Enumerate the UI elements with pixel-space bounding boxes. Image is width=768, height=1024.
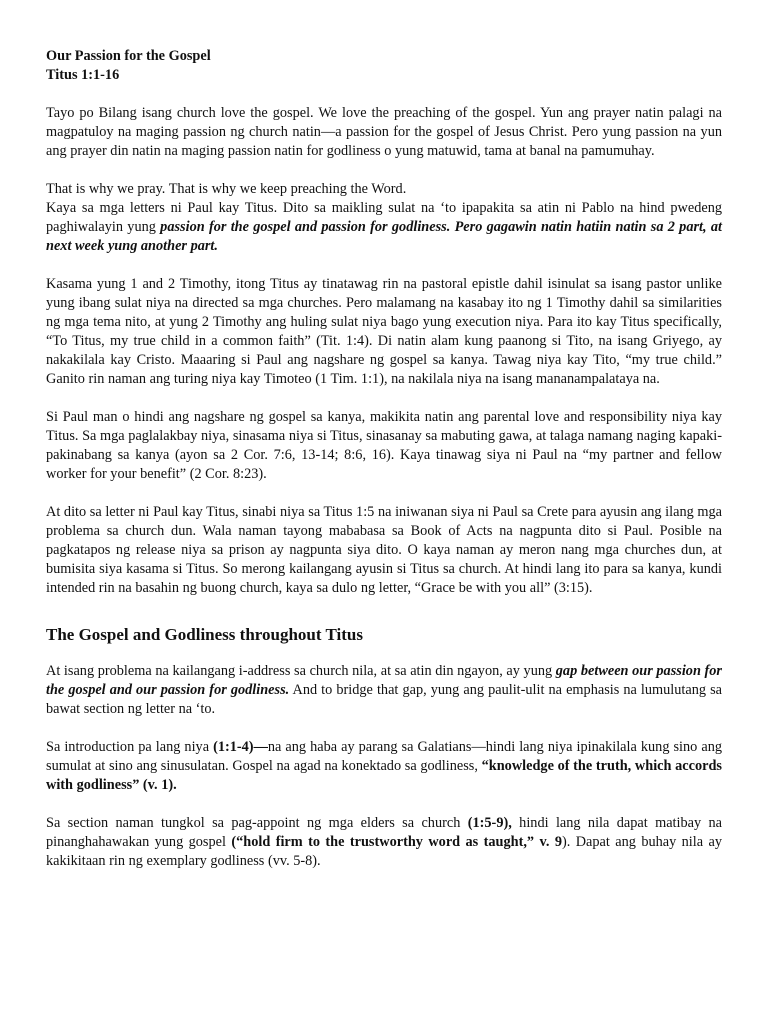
document-title-block [46, 47, 722, 85]
paragraph-gap [46, 662, 722, 719]
paragraph-elders-text: Sa section naman tungkol sa pag-appoint ng mga elders sa church [46, 815, 468, 831]
paragraph-letters-emphasis: passion for the gospel and passion for godliness. Pero gagawin natin hatiin natin sa 2 part, at next week yung another part. [46, 219, 722, 254]
paragraph-gap-text: At isang problema na kailangang i-address sa church nila, at sa atin din ngayon, ay yung [46, 663, 556, 679]
scripture-reference: Titus 1:1-16 [46, 67, 120, 83]
paragraph-elders-reference: (1:5-9), [467, 815, 512, 831]
paragraph-intro: Tayo po Bilang isang church love the gospel. We love the preaching of the gospel. Yun ang prayer natin palagi na magpatuloy na maging passion ng church natin—a passion for the gospel of Jesus Christ. Pero yung passion na yun ang prayer din natin na maging passion natin for godliness o yung matuwid, tama at banal na pamumuhay. [46, 105, 722, 159]
paragraph-letters [46, 199, 722, 256]
paragraph-elders-section [46, 814, 722, 871]
paragraph-letters-text: Kaya sa mga letters ni Paul kay Titus. Dito sa maikling sulat na ‘to ipapakita sa atin ni Pablo na hind pwedeng paghiwalayin yung [46, 200, 722, 235]
paragraph-gap-text-end: And to bridge that gap, yung ang paulit-ulit na emphasis na lumulutang sa bawat section ng letter na ‘to. [46, 682, 723, 717]
paragraph-introduction-reference: (1:1-4)— [213, 739, 268, 755]
paragraph-introduction-quote: “knowledge of the truth, which accords with godliness” (v. 1). [46, 758, 722, 793]
paragraph-pastoral-epistle: Kasama yung 1 and 2 Timothy, itong Titus ay tinatawag rin na pastoral epistle dahil isinulat sa isang pastor unlike yung ibang sulat niya na directed sa mga churches. Pero malamang na kasabay ito ng 1 Timothy dahil sa similarities ng mga tema nito, at yung 2 Timothy ang huling sulat niya bago yung execution niya. Para ito kay Titus specifically, “To Titus, my true child in a common faith” (Tit. 1:4). Di natin alam kung paanong si Tito, na isang Griyego, ay nakakilala kay Cristo. Maaaring si Paul ang nagshare ng gospel sa kanya. Tawag niya kay Tito, “my true child.” Ganito rin naman ang turing niya kay Timoteo (1 Tim. 1:1), na nakilala niya na isang mananampalataya na. [46, 276, 722, 387]
paragraph-gap-emphasis: gap between our passion for the gospel and our passion for godliness. [46, 663, 722, 698]
paragraph-parental-love: Si Paul man o hindi ang nagshare ng gospel sa kanya, makikita natin ang parental love and responsibility niya kay Titus. Sa mga paglalakbay niya, sinasama niya si Titus, sinasanay sa mabuting gawa, at talaga namang naging kapaki-pakinabang sa kanya (ayon sa 2 Cor. 7:6, 13-14; 8:6, 16). Kaya tinawag siya ni Paul na “my partner and fellow worker for your benefit” (2 Cor. 8:23). [46, 409, 722, 482]
paragraph-elders-quote: (“hold firm to the trustworthy word as taught,” v. 9 [231, 834, 562, 850]
section-heading: The Gospel and Godliness throughout Titus [46, 625, 363, 644]
paragraph-elders-text-end: ). Dapat ang buhay nila ay kakikitaan rin ng exemplary godliness (vv. 5-8). [46, 834, 723, 869]
paragraph-pray: That is why we pray. That is why we keep preaching the Word. [46, 181, 407, 197]
paragraph-elders-text-mid: hindi lang nila dapat matibay na pinanghahawakan yung gospel [46, 815, 722, 850]
paragraph-introduction-text: Sa introduction pa lang niya [46, 739, 214, 755]
paragraph-introduction-text-mid: na ang haba ay parang sa Galatians—hindi lang niya ipinakilala kung sino ang sumulat at sino ang sinusulatan. Gospel na agad na konektado sa godliness, [46, 739, 723, 774]
paragraph-crete: At dito sa letter ni Paul kay Titus, sinabi niya sa Titus 1:5 na iniwanan siya ni Paul sa Crete para ayusin ang ilang mga problema sa church dun. Wala naman tayong mababasa sa Book of Acts na nagpunta dito si Paul. Posible na pagkatapos ng release niya sa prison ay nagpunta siya dito. O kaya naman ay meron nang mga churches dun, at bumisita siya kasama si Titus. So merong kailangang ayusin si Titus sa church. At hindi lang ito para sa kanya, kundi intended rin na basahin ng buong church, kaya sa dulo ng letter, “Grace be with you all” (3:15). [46, 504, 722, 596]
paragraph-introduction-section [46, 738, 722, 795]
document-title: Our Passion for the Gospel [46, 48, 211, 64]
